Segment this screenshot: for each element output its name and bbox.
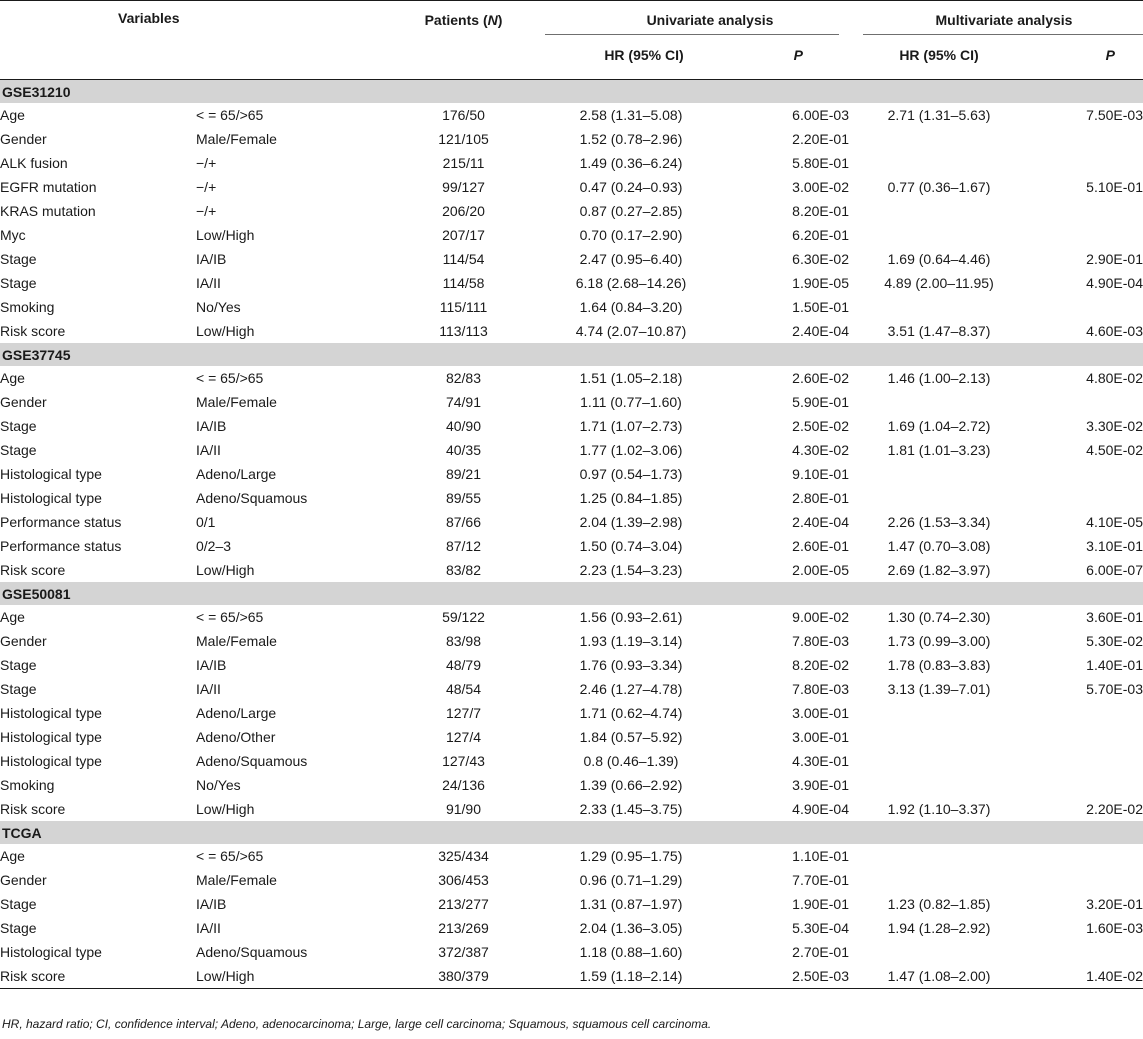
table-row bbox=[0, 797, 1143, 821]
header-univariate: Univariate analysis bbox=[541, 1, 849, 35]
cell-category: 0/1 bbox=[196, 514, 216, 530]
cell-category: Male/Female bbox=[196, 131, 277, 147]
cell-univariate-hr: 1.50 (0.74–3.04) bbox=[579, 538, 683, 554]
cell-variable: Histological type bbox=[0, 944, 102, 960]
table-row bbox=[0, 605, 1143, 629]
cell-category: −/+ bbox=[196, 179, 217, 195]
cell-multivariate-hr: 1.92 (1.10–3.37) bbox=[887, 801, 991, 817]
cell-multivariate-p: 1.40E-02 bbox=[1086, 968, 1143, 984]
cell-multivariate-hr: 1.23 (0.82–1.85) bbox=[887, 896, 991, 912]
group-header-row bbox=[0, 821, 1143, 844]
cell-category: Low/High bbox=[196, 968, 255, 984]
cell-univariate-hr: 1.93 (1.19–3.14) bbox=[579, 633, 683, 649]
cell-variable: Gender bbox=[0, 131, 47, 147]
table-row bbox=[0, 271, 1143, 295]
cell-category: Low/High bbox=[196, 227, 255, 243]
cell-multivariate-p: 3.20E-01 bbox=[1086, 896, 1143, 912]
cell-univariate-p: 8.20E-02 bbox=[792, 657, 849, 673]
cell-patients: 59/122 bbox=[442, 609, 485, 625]
cell-multivariate-hr: 1.46 (1.00–2.13) bbox=[887, 370, 991, 386]
header-uni-p: P bbox=[793, 47, 803, 63]
table-row bbox=[0, 653, 1143, 677]
cell-variable: Histological type bbox=[0, 753, 102, 769]
cell-multivariate-hr bbox=[849, 223, 1029, 247]
cell-multivariate-hr: 2.71 (1.31–5.63) bbox=[887, 107, 991, 123]
header-patients: Patients (N) bbox=[424, 12, 503, 28]
header-multi-hr: HR (95% CI) bbox=[899, 47, 979, 63]
cell-patients: 48/79 bbox=[445, 657, 482, 673]
cell-multivariate-hr bbox=[849, 749, 1029, 773]
cell-multivariate-hr: 1.47 (0.70–3.08) bbox=[887, 538, 991, 554]
cell-multivariate-p: 5.10E-01 bbox=[1086, 179, 1143, 195]
cell-patients: 74/91 bbox=[445, 394, 482, 410]
cell-univariate-p: 1.90E-01 bbox=[792, 896, 849, 912]
table-row bbox=[0, 319, 1143, 343]
cell-univariate-hr: 2.47 (0.95–6.40) bbox=[579, 251, 683, 267]
cell-univariate-p: 2.80E-01 bbox=[792, 490, 849, 506]
cell-category: < = 65/>65 bbox=[196, 609, 264, 625]
cell-univariate-p: 2.50E-03 bbox=[792, 968, 849, 984]
cell-multivariate-p bbox=[1029, 844, 1143, 868]
cell-univariate-hr: 4.74 (2.07–10.87) bbox=[575, 323, 687, 339]
cell-univariate-p: 5.30E-04 bbox=[792, 920, 849, 936]
cell-multivariate-hr: 1.69 (1.04–2.72) bbox=[887, 418, 991, 434]
cell-univariate-p: 3.00E-01 bbox=[792, 705, 849, 721]
cell-variable: KRAS mutation bbox=[0, 203, 96, 219]
cell-univariate-p: 1.90E-05 bbox=[792, 275, 849, 291]
table-row bbox=[0, 749, 1143, 773]
table-header bbox=[0, 1, 1143, 80]
header-multivariate: Multivariate analysis bbox=[849, 1, 1143, 35]
cell-univariate-hr: 1.29 (0.95–1.75) bbox=[579, 848, 683, 864]
cell-univariate-hr: 1.84 (0.57–5.92) bbox=[579, 729, 683, 745]
table-row bbox=[0, 892, 1143, 916]
cell-multivariate-p: 2.90E-01 bbox=[1086, 251, 1143, 267]
cell-univariate-p: 2.00E-05 bbox=[792, 562, 849, 578]
table-row bbox=[0, 773, 1143, 797]
cell-univariate-hr: 1.64 (0.84–3.20) bbox=[579, 299, 683, 315]
cell-univariate-p: 2.20E-01 bbox=[792, 131, 849, 147]
cell-category: Low/High bbox=[196, 801, 255, 817]
cell-univariate-hr: 1.59 (1.18–2.14) bbox=[579, 968, 683, 984]
cell-multivariate-hr: 2.69 (1.82–3.97) bbox=[887, 562, 991, 578]
table-row bbox=[0, 844, 1143, 868]
table-row bbox=[0, 629, 1143, 653]
cell-multivariate-hr bbox=[849, 868, 1029, 892]
cell-patients: 372/387 bbox=[438, 944, 489, 960]
cell-univariate-hr: 0.70 (0.17–2.90) bbox=[579, 227, 683, 243]
cell-patients: 82/83 bbox=[445, 370, 482, 386]
cell-univariate-p: 2.70E-01 bbox=[792, 944, 849, 960]
cell-variable: Gender bbox=[0, 872, 47, 888]
cell-category: IA/IB bbox=[196, 896, 227, 912]
table-row bbox=[0, 295, 1143, 319]
cell-multivariate-hr: 1.30 (0.74–2.30) bbox=[887, 609, 991, 625]
table-row bbox=[0, 462, 1143, 486]
cell-multivariate-p bbox=[1029, 486, 1143, 510]
cell-multivariate-hr: 4.89 (2.00–11.95) bbox=[884, 275, 994, 291]
cell-univariate-hr: 6.18 (2.68–14.26) bbox=[575, 275, 687, 291]
table-row bbox=[0, 366, 1143, 390]
header-variables: Variables bbox=[118, 10, 180, 26]
cell-variable: Histological type bbox=[0, 729, 102, 745]
table-row bbox=[0, 199, 1143, 223]
cell-multivariate-p: 4.50E-02 bbox=[1086, 442, 1143, 458]
cell-multivariate-hr bbox=[849, 151, 1029, 175]
cell-univariate-hr: 0.87 (0.27–2.85) bbox=[579, 203, 683, 219]
cell-univariate-hr: 0.96 (0.71–1.29) bbox=[579, 872, 683, 888]
cell-variable: Performance status bbox=[0, 538, 122, 554]
cell-univariate-p: 3.00E-01 bbox=[792, 729, 849, 745]
cell-variable: Stage bbox=[0, 681, 37, 697]
cell-category: Male/Female bbox=[196, 872, 277, 888]
cell-variable: Age bbox=[0, 848, 25, 864]
group-label: GSE50081 bbox=[0, 582, 1143, 605]
cell-multivariate-p: 4.60E-03 bbox=[1086, 323, 1143, 339]
cell-multivariate-hr bbox=[849, 940, 1029, 964]
cell-category: IA/IB bbox=[196, 418, 227, 434]
cell-category: Adeno/Squamous bbox=[196, 490, 308, 506]
cell-category: Male/Female bbox=[196, 394, 277, 410]
table-row bbox=[0, 390, 1143, 414]
cell-multivariate-p bbox=[1029, 749, 1143, 773]
table-row bbox=[0, 916, 1143, 940]
table-row bbox=[0, 103, 1143, 127]
cell-univariate-hr: 2.46 (1.27–4.78) bbox=[579, 681, 683, 697]
table-footnote: HR, hazard ratio; CI, confidence interval; Adeno, adenocarcinoma; Large, large cell carcinoma; Squamous, squamous cell carcinoma. bbox=[2, 1017, 712, 1031]
cell-multivariate-p: 1.60E-03 bbox=[1086, 920, 1143, 936]
cell-category: −/+ bbox=[196, 203, 217, 219]
cell-patients: 114/54 bbox=[442, 251, 485, 267]
cell-multivariate-p bbox=[1029, 462, 1143, 486]
cell-univariate-hr: 1.31 (0.87–1.97) bbox=[579, 896, 683, 912]
cell-multivariate-p: 7.50E-03 bbox=[1086, 107, 1143, 123]
cell-patients: 213/269 bbox=[438, 920, 489, 936]
cell-patients: 206/20 bbox=[442, 203, 485, 219]
cell-variable: Age bbox=[0, 107, 25, 123]
cell-univariate-hr: 2.58 (1.31–5.08) bbox=[579, 107, 683, 123]
cell-univariate-hr: 1.25 (0.84–1.85) bbox=[579, 490, 683, 506]
cell-univariate-p: 9.00E-02 bbox=[792, 609, 849, 625]
cell-univariate-p: 2.40E-04 bbox=[792, 323, 849, 339]
table-row bbox=[0, 868, 1143, 892]
table-row bbox=[0, 701, 1143, 725]
cell-univariate-hr: 2.23 (1.54–3.23) bbox=[579, 562, 683, 578]
table-row bbox=[0, 940, 1143, 964]
cell-multivariate-hr bbox=[849, 462, 1029, 486]
cell-multivariate-hr bbox=[849, 701, 1029, 725]
table-row bbox=[0, 677, 1143, 701]
cell-multivariate-p bbox=[1029, 701, 1143, 725]
cell-univariate-p: 2.40E-04 bbox=[792, 514, 849, 530]
cell-multivariate-hr bbox=[849, 390, 1029, 414]
cell-patients: 83/98 bbox=[445, 633, 482, 649]
cell-multivariate-p: 4.90E-04 bbox=[1086, 275, 1143, 291]
group-label: GSE31210 bbox=[0, 80, 1143, 104]
cell-univariate-p: 9.10E-01 bbox=[792, 466, 849, 482]
cell-category: −/+ bbox=[196, 155, 217, 171]
cell-patients: 89/55 bbox=[445, 490, 482, 506]
cell-variable: Smoking bbox=[0, 777, 55, 793]
cell-patients: 83/82 bbox=[445, 562, 482, 578]
group-header-row bbox=[0, 343, 1143, 366]
cell-category: No/Yes bbox=[196, 777, 241, 793]
group-label: TCGA bbox=[0, 821, 1143, 844]
cell-patients: 115/111 bbox=[439, 299, 488, 315]
cell-patients: 40/90 bbox=[445, 418, 482, 434]
cell-category: IA/IB bbox=[196, 251, 227, 267]
cell-variable: Stage bbox=[0, 896, 37, 912]
cell-univariate-p: 2.50E-02 bbox=[792, 418, 849, 434]
cell-variable: Smoking bbox=[0, 299, 55, 315]
cell-category: 0/2–3 bbox=[196, 538, 232, 554]
cell-multivariate-p bbox=[1029, 151, 1143, 175]
cell-patients: 113/113 bbox=[439, 323, 488, 339]
cell-univariate-hr: 1.51 (1.05–2.18) bbox=[579, 370, 683, 386]
cell-univariate-p: 6.30E-02 bbox=[792, 251, 849, 267]
table-row bbox=[0, 486, 1143, 510]
cell-univariate-hr: 1.49 (0.36–6.24) bbox=[579, 155, 683, 171]
cell-multivariate-p: 2.20E-02 bbox=[1086, 801, 1143, 817]
cell-univariate-hr: 1.11 (0.77–1.60) bbox=[580, 394, 682, 410]
cell-variable: Stage bbox=[0, 657, 37, 673]
cell-variable: Age bbox=[0, 370, 25, 386]
cell-univariate-hr: 1.71 (0.62–4.74) bbox=[579, 705, 683, 721]
cell-univariate-p: 2.60E-02 bbox=[792, 370, 849, 386]
cell-patients: 215/11 bbox=[442, 155, 485, 171]
table-row bbox=[0, 127, 1143, 151]
cell-patients: 306/453 bbox=[438, 872, 489, 888]
cell-variable: Histological type bbox=[0, 466, 102, 482]
cell-variable: Age bbox=[0, 609, 25, 625]
table-body bbox=[0, 80, 1143, 989]
cell-univariate-hr: 2.04 (1.36–3.05) bbox=[579, 920, 683, 936]
cell-univariate-p: 7.70E-01 bbox=[792, 872, 849, 888]
cell-univariate-hr: 0.8 (0.46–1.39) bbox=[583, 753, 679, 769]
table-row bbox=[0, 175, 1143, 199]
cell-multivariate-hr: 1.69 (0.64–4.46) bbox=[887, 251, 991, 267]
cell-category: Adeno/Large bbox=[196, 705, 277, 721]
cell-category: Adeno/Squamous bbox=[196, 753, 308, 769]
table-row bbox=[0, 558, 1143, 582]
cell-multivariate-hr bbox=[849, 844, 1029, 868]
cell-multivariate-p: 5.30E-02 bbox=[1086, 633, 1143, 649]
cell-multivariate-hr bbox=[849, 486, 1029, 510]
cell-patients: 127/7 bbox=[445, 705, 482, 721]
cell-univariate-hr: 1.77 (1.02–3.06) bbox=[579, 442, 683, 458]
univariate-underline bbox=[545, 34, 839, 35]
cell-category: Male/Female bbox=[196, 633, 277, 649]
cell-univariate-p: 4.30E-02 bbox=[792, 442, 849, 458]
cell-multivariate-p bbox=[1029, 390, 1143, 414]
cell-multivariate-p: 3.10E-01 bbox=[1086, 538, 1143, 554]
cell-variable: Risk score bbox=[0, 968, 66, 984]
cell-multivariate-hr: 1.78 (0.83–3.83) bbox=[887, 657, 991, 673]
cell-univariate-hr: 1.71 (1.07–2.73) bbox=[579, 418, 683, 434]
group-header-row bbox=[0, 80, 1143, 104]
cell-multivariate-hr bbox=[849, 127, 1029, 151]
cell-category: IA/II bbox=[196, 920, 221, 936]
cell-multivariate-hr: 1.94 (1.28–2.92) bbox=[887, 920, 991, 936]
cell-univariate-p: 4.30E-01 bbox=[792, 753, 849, 769]
cell-multivariate-p: 4.10E-05 bbox=[1086, 514, 1143, 530]
cell-multivariate-hr bbox=[849, 725, 1029, 749]
group-label: GSE37745 bbox=[0, 343, 1143, 366]
cell-univariate-p: 6.20E-01 bbox=[792, 227, 849, 243]
cell-variable: Stage bbox=[0, 920, 37, 936]
cell-multivariate-hr: 3.51 (1.47–8.37) bbox=[887, 323, 991, 339]
cell-variable: Stage bbox=[0, 442, 37, 458]
cell-patients: 87/12 bbox=[445, 538, 482, 554]
cell-category: Low/High bbox=[196, 562, 255, 578]
cell-patients: 89/21 bbox=[445, 466, 482, 482]
cell-multivariate-hr: 2.26 (1.53–3.34) bbox=[887, 514, 991, 530]
cell-univariate-p: 5.90E-01 bbox=[792, 394, 849, 410]
cell-multivariate-p: 3.60E-01 bbox=[1086, 609, 1143, 625]
cell-patients: 40/35 bbox=[445, 442, 482, 458]
cell-patients: 121/105 bbox=[438, 131, 489, 147]
cell-multivariate-p: 5.70E-03 bbox=[1086, 681, 1143, 697]
cell-patients: 325/434 bbox=[438, 848, 489, 864]
group-header-row bbox=[0, 582, 1143, 605]
cell-variable: ALK fusion bbox=[0, 155, 68, 171]
cell-univariate-p: 8.20E-01 bbox=[792, 203, 849, 219]
cell-multivariate-p bbox=[1029, 223, 1143, 247]
cell-patients: 99/127 bbox=[442, 179, 485, 195]
cell-multivariate-hr: 0.77 (0.36–1.67) bbox=[887, 179, 991, 195]
cell-univariate-p: 6.00E-03 bbox=[792, 107, 849, 123]
cell-multivariate-p: 1.40E-01 bbox=[1086, 657, 1143, 673]
cell-variable: Histological type bbox=[0, 705, 102, 721]
cell-univariate-hr: 1.56 (0.93–2.61) bbox=[579, 609, 683, 625]
cell-category: IA/II bbox=[196, 442, 221, 458]
cell-category: Adeno/Other bbox=[196, 729, 276, 745]
cell-univariate-p: 7.80E-03 bbox=[792, 681, 849, 697]
cell-univariate-p: 1.10E-01 bbox=[792, 848, 849, 864]
table-row bbox=[0, 414, 1143, 438]
cell-univariate-hr: 2.04 (1.39–2.98) bbox=[579, 514, 683, 530]
cell-patients: 127/43 bbox=[442, 753, 485, 769]
cell-variable: Histological type bbox=[0, 490, 102, 506]
cell-variable: Stage bbox=[0, 251, 37, 267]
cell-category: < = 65/>65 bbox=[196, 107, 264, 123]
cell-univariate-hr: 1.18 (0.88–1.60) bbox=[579, 944, 683, 960]
cell-patients: 24/136 bbox=[442, 777, 485, 793]
cell-variable: Stage bbox=[0, 275, 37, 291]
cell-multivariate-p bbox=[1029, 725, 1143, 749]
cell-multivariate-hr: 1.73 (0.99–3.00) bbox=[887, 633, 991, 649]
cell-univariate-hr: 1.52 (0.78–2.96) bbox=[579, 131, 683, 147]
cell-variable: Risk score bbox=[0, 801, 66, 817]
cell-patients: 380/379 bbox=[438, 968, 489, 984]
cell-variable: Gender bbox=[0, 394, 47, 410]
header-multi-p: P bbox=[1105, 47, 1115, 63]
table-row bbox=[0, 151, 1143, 175]
cell-univariate-p: 3.90E-01 bbox=[792, 777, 849, 793]
cell-univariate-hr: 0.97 (0.54–1.73) bbox=[579, 466, 683, 482]
cell-category: Low/High bbox=[196, 323, 255, 339]
cell-multivariate-hr bbox=[849, 773, 1029, 797]
cell-multivariate-hr: 1.81 (1.01–3.23) bbox=[887, 442, 991, 458]
cell-variable: EGFR mutation bbox=[0, 179, 97, 195]
cell-patients: 176/50 bbox=[442, 107, 485, 123]
table-row bbox=[0, 438, 1143, 462]
cell-multivariate-p: 4.80E-02 bbox=[1086, 370, 1143, 386]
cell-variable: Risk score bbox=[0, 562, 66, 578]
cell-univariate-hr: 0.47 (0.24–0.93) bbox=[579, 179, 683, 195]
cell-patients: 114/58 bbox=[442, 275, 485, 291]
cell-univariate-hr: 1.39 (0.66–2.92) bbox=[579, 777, 683, 793]
table-row bbox=[0, 964, 1143, 989]
cell-univariate-p: 3.00E-02 bbox=[792, 179, 849, 195]
cell-category: Adeno/Squamous bbox=[196, 944, 308, 960]
table-row bbox=[0, 725, 1143, 749]
cell-patients: 127/4 bbox=[445, 729, 482, 745]
cell-variable: Myc bbox=[0, 227, 26, 243]
cell-category: IA/IB bbox=[196, 657, 227, 673]
cell-multivariate-p bbox=[1029, 868, 1143, 892]
cell-variable: Stage bbox=[0, 418, 37, 434]
cell-multivariate-p: 3.30E-02 bbox=[1086, 418, 1143, 434]
cell-patients: 213/277 bbox=[438, 896, 489, 912]
cell-multivariate-hr bbox=[849, 295, 1029, 319]
cell-multivariate-hr: 1.47 (1.08–2.00) bbox=[887, 968, 991, 984]
cell-univariate-hr: 2.33 (1.45–3.75) bbox=[579, 801, 683, 817]
header-uni-hr: HR (95% CI) bbox=[604, 47, 684, 63]
table-row bbox=[0, 223, 1143, 247]
cell-patients: 91/90 bbox=[445, 801, 482, 817]
cell-category: No/Yes bbox=[196, 299, 241, 315]
cell-multivariate-p bbox=[1029, 940, 1143, 964]
cell-multivariate-p bbox=[1029, 199, 1143, 223]
cell-univariate-p: 5.80E-01 bbox=[792, 155, 849, 171]
table-row bbox=[0, 247, 1143, 271]
cell-variable: Performance status bbox=[0, 514, 122, 530]
cell-category: Adeno/Large bbox=[196, 466, 277, 482]
cell-multivariate-hr: 3.13 (1.39–7.01) bbox=[887, 681, 991, 697]
cell-category: IA/II bbox=[196, 275, 221, 291]
cell-univariate-p: 4.90E-04 bbox=[792, 801, 849, 817]
cell-univariate-p: 7.80E-03 bbox=[792, 633, 849, 649]
cell-multivariate-hr bbox=[849, 199, 1029, 223]
cell-multivariate-p: 6.00E-07 bbox=[1086, 562, 1143, 578]
cell-univariate-p: 1.50E-01 bbox=[792, 299, 849, 315]
cell-category: IA/II bbox=[196, 681, 221, 697]
multivariate-underline bbox=[863, 34, 1143, 35]
cell-category: < = 65/>65 bbox=[196, 370, 264, 386]
cell-variable: Gender bbox=[0, 633, 47, 649]
cell-univariate-hr: 1.76 (0.93–3.34) bbox=[579, 657, 683, 673]
cell-multivariate-p bbox=[1029, 127, 1143, 151]
cell-category: < = 65/>65 bbox=[196, 848, 264, 864]
table-row bbox=[0, 534, 1143, 558]
cell-variable: Risk score bbox=[0, 323, 66, 339]
cell-patients: 207/17 bbox=[442, 227, 485, 243]
table-row bbox=[0, 510, 1143, 534]
cell-patients: 48/54 bbox=[445, 681, 482, 697]
cell-univariate-p: 2.60E-01 bbox=[792, 538, 849, 554]
cell-multivariate-p bbox=[1029, 295, 1143, 319]
cell-multivariate-p bbox=[1029, 773, 1143, 797]
cell-patients: 87/66 bbox=[445, 514, 482, 530]
